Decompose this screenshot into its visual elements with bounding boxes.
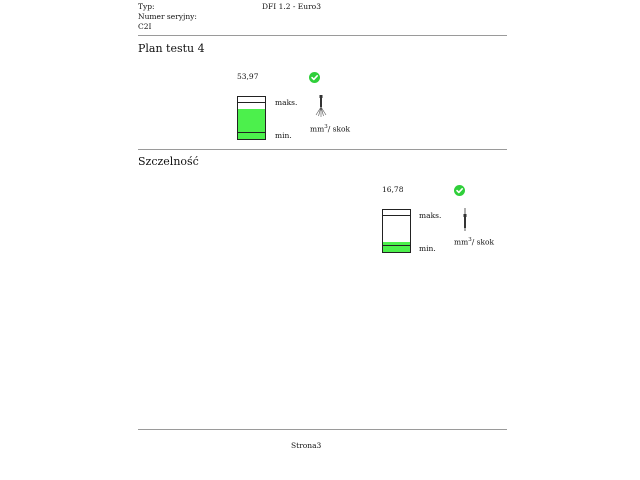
check-circle-icon	[454, 185, 465, 196]
measured-value: 16,78	[382, 185, 404, 194]
max-label: maks.	[419, 211, 442, 220]
gauge-fill	[238, 109, 265, 139]
serial-value: C2I	[138, 22, 152, 31]
page-number: Strona3	[291, 441, 322, 450]
section-title: Plan testu 4	[138, 42, 205, 55]
type-label: Typ:	[138, 2, 155, 11]
unit-label: $mm^3/$ skok	[454, 237, 495, 247]
gauge-fill	[383, 242, 410, 253]
level-gauge	[382, 209, 411, 253]
max-label: maks.	[275, 98, 298, 107]
level-gauge	[237, 96, 266, 140]
injector-spray-icon	[314, 95, 328, 123]
min-label: min.	[419, 244, 436, 253]
divider	[138, 35, 507, 36]
type-value: DFI 1.2 - Euro3	[262, 2, 321, 11]
divider	[138, 149, 507, 150]
check-circle-icon	[309, 72, 320, 83]
min-label: min.	[275, 131, 292, 140]
section-title: Szczelność	[138, 155, 199, 168]
footer-divider	[138, 429, 507, 430]
unit-label: $mm^3/$ skok	[310, 124, 351, 134]
serial-label: Numer seryjny:	[138, 12, 197, 21]
injector-needle-icon	[459, 208, 471, 236]
measured-value: 53,97	[237, 72, 259, 81]
